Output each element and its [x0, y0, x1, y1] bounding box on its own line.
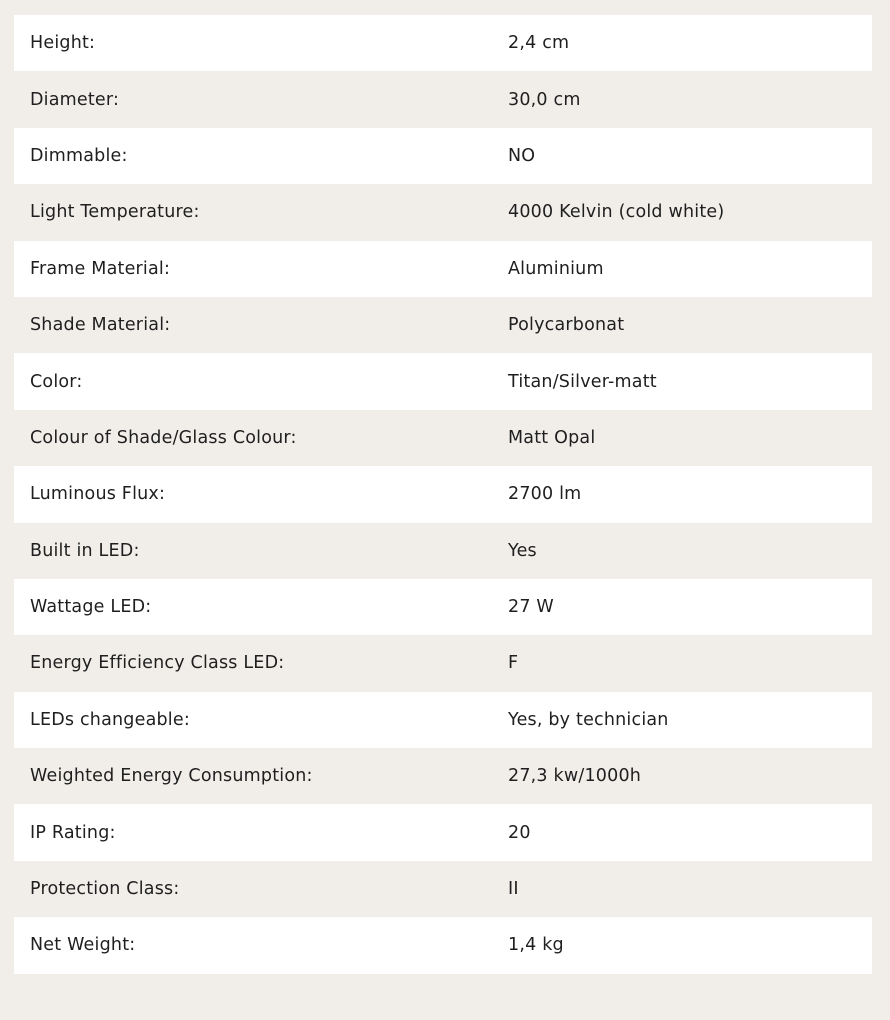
spec-label: Shade Material:: [30, 315, 171, 336]
spec-value: Titan/Silver-matt: [508, 371, 657, 392]
spec-value: 2,4 cm: [508, 33, 570, 54]
spec-label: Weighted Energy Consumption:: [30, 766, 313, 787]
spec-label: Protection Class:: [30, 879, 180, 900]
spec-value: 30,0 cm: [508, 89, 581, 110]
spec-row-dimmable: [14, 128, 872, 184]
spec-row-frame-material: [14, 241, 872, 297]
spec-row-leds-changeable: [14, 692, 872, 748]
spec-row-wattage-led: [14, 579, 872, 635]
spec-label: Light Temperature:: [30, 202, 200, 223]
spec-row-energy-efficiency-class: [14, 635, 872, 691]
spec-row-height: [14, 15, 872, 71]
spec-value: Matt Opal: [508, 427, 596, 448]
spec-row-shade-material: [14, 297, 872, 353]
spec-label: Color:: [30, 371, 83, 392]
spec-value: Yes: [508, 540, 537, 561]
spec-row-color: [14, 353, 872, 409]
spec-value: Yes, by technician: [508, 709, 669, 730]
specification-table: [14, 15, 872, 974]
spec-row-diameter: [14, 71, 872, 127]
spec-label: Colour of Shade/Glass Colour:: [30, 427, 297, 448]
spec-label: Dimmable:: [30, 145, 128, 166]
spec-value: 1,4 kg: [508, 935, 564, 956]
spec-label: Frame Material:: [30, 258, 171, 279]
spec-value: F: [508, 653, 519, 674]
spec-value: NO: [508, 145, 536, 166]
spec-value: 27 W: [508, 597, 554, 618]
spec-label: Built in LED:: [30, 540, 140, 561]
spec-value: 2700 lm: [508, 484, 582, 505]
spec-row-ip-rating: [14, 804, 872, 860]
spec-label: Height:: [30, 33, 96, 54]
spec-row-net-weight: [14, 917, 872, 973]
spec-row-luminous-flux: [14, 466, 872, 522]
spec-value: 4000 Kelvin (cold white): [508, 202, 725, 223]
spec-value: Aluminium: [508, 258, 604, 279]
spec-value: Polycarbonat: [508, 315, 625, 336]
spec-row-light-temperature: [14, 184, 872, 240]
spec-value: 20: [508, 822, 531, 843]
spec-value: II: [508, 879, 519, 900]
spec-label: Wattage LED:: [30, 597, 152, 618]
spec-row-protection-class: [14, 861, 872, 917]
spec-row-shade-glass-colour: [14, 410, 872, 466]
spec-label: Net Weight:: [30, 935, 136, 956]
spec-row-weighted-energy-consumption: [14, 748, 872, 804]
spec-label: Energy Efficiency Class LED:: [30, 653, 285, 674]
spec-label: LEDs changeable:: [30, 709, 190, 730]
spec-value: 27,3 kw/1000h: [508, 766, 642, 787]
spec-label: Diameter:: [30, 89, 120, 110]
spec-label: Luminous Flux:: [30, 484, 166, 505]
spec-label: IP Rating:: [30, 822, 116, 843]
spec-row-built-in-led: [14, 523, 872, 579]
